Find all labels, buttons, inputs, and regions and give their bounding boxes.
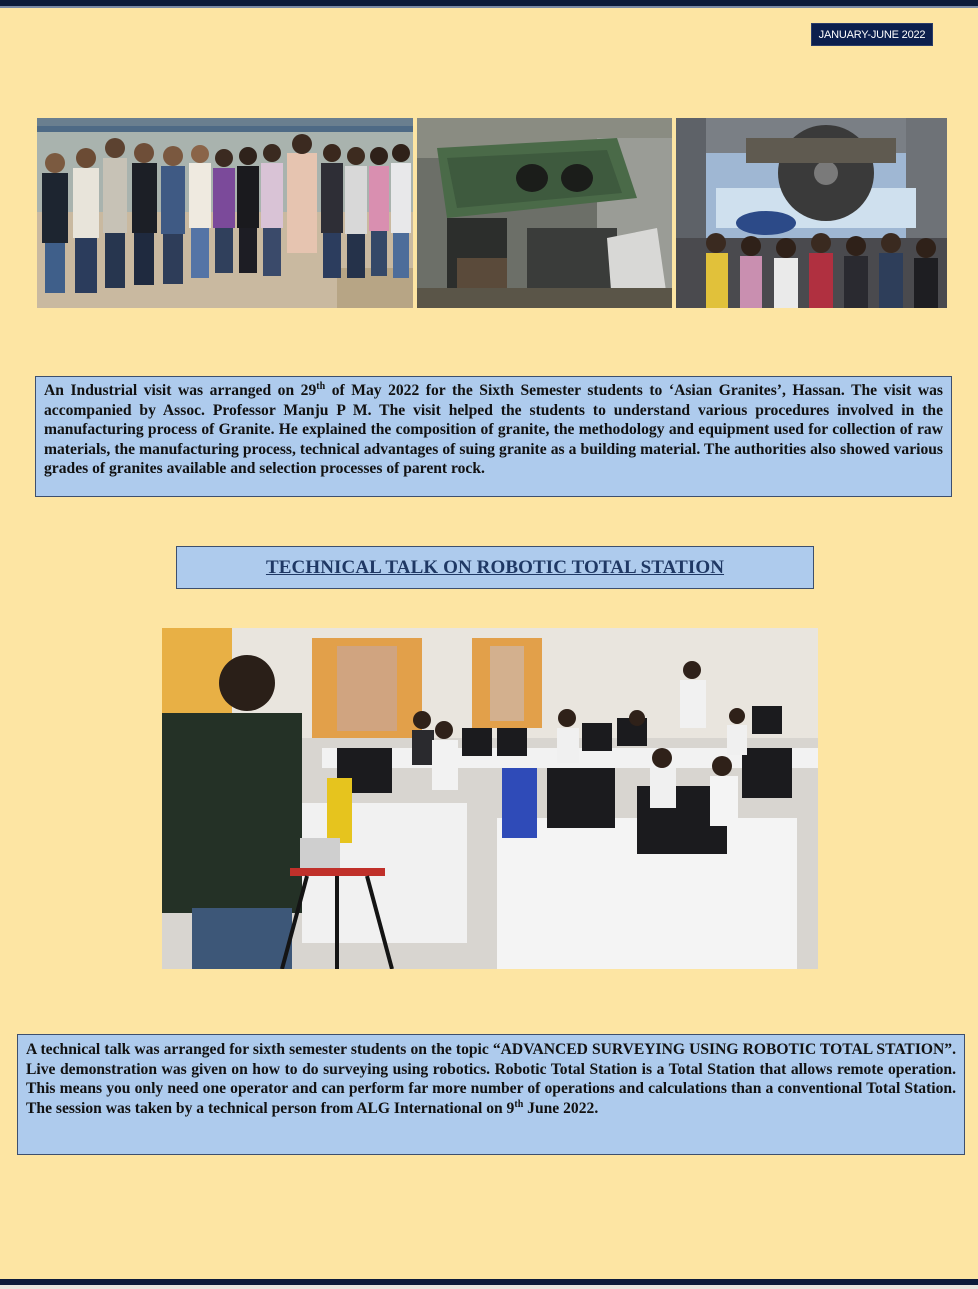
technical-talk-classroom-photo [162,628,818,969]
granite-machine-photo [417,118,672,308]
technical-talk-description: A technical talk was arranged for sixth semester students on the topic “ADVANCED SURVEYING USING ROBOTIC TOTAL STATION”. Live demonstration was given on how to do surveying using robotics. Robotic Total Station is a Total Station that allows remote operation. This means you only need one operator and can perform far more number of operations and calculations than a conventional Total Station. The session was taken by a technical person from ALG International on 9th June 2022. [17,1034,965,1155]
technical-talk-heading: TECHNICAL TALK ON ROBOTIC TOTAL STATION [265,556,725,578]
top-border-accent [0,6,978,8]
granite-cutting-saw-photo [676,118,947,308]
issue-period-badge: JANUARY-JUNE 2022 [811,23,933,46]
industrial-visit-description: An Industrial visit was arranged on 29th of May 2022 for the Sixth Semester students to ‘Asian Granites’, Hassan. The visit was accompanied by Assoc. Professor Manju P M. The visit helped the students to understand various procedures involved in the manufacturing process of Granite. He explained the composition of granite, the methodology and equipment used for collection of raw materials, the manufacturing process, technical advantages of suing granite as a building material. The authorities also showed various grades of granites available and selection processes of parent rock. [35,376,952,497]
group-photo [37,118,413,308]
technical-talk-heading-box [176,546,814,589]
bottom-border-accent [0,1285,978,1289]
